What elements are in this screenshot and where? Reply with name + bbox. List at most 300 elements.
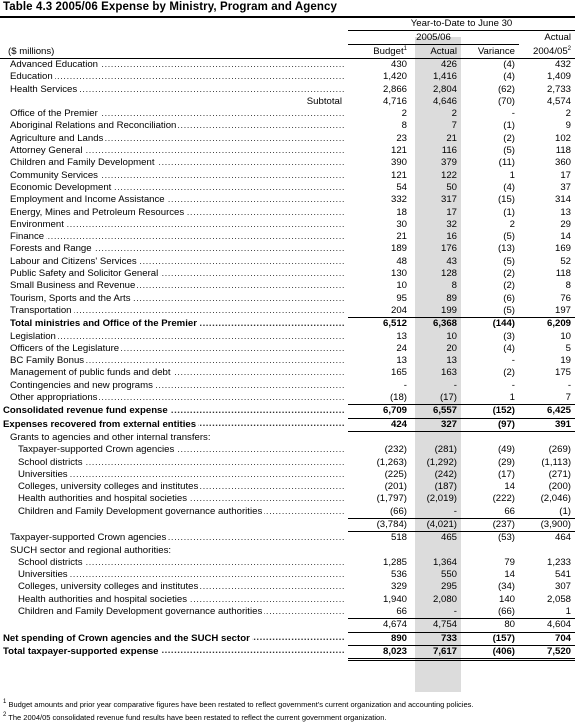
row-label: Taxpayer-supported Crown agencies ..... xyxy=(0,532,348,545)
budget-value: 30 xyxy=(396,218,407,230)
table-row xyxy=(0,331,575,343)
actual-value: (281) xyxy=(434,444,457,456)
variance-value xyxy=(461,545,519,557)
budget-value: 332 xyxy=(390,194,407,206)
prior-actual-value: 9 xyxy=(565,120,572,132)
table-header xyxy=(0,17,575,59)
table-row xyxy=(0,256,575,268)
row-label: Health Services ..... xyxy=(0,84,348,96)
prior-actual-value: 17 xyxy=(560,169,572,181)
row-label: Children and Family Development ..... xyxy=(0,157,348,169)
variance-value: (5) xyxy=(503,255,515,267)
row-label: Attorney General ..... xyxy=(0,145,348,157)
table-body xyxy=(0,59,575,660)
prior-actual-value: (1,113) xyxy=(541,456,572,468)
footnote-2: $^2$ The 2004/05 consolidated revenue fund results have been restated to reflect the current government organization. xyxy=(3,712,387,722)
prior-actual-value: 1 xyxy=(565,606,572,618)
row-label: Legislation ..... xyxy=(0,331,348,343)
variance-value: (5) xyxy=(503,145,515,157)
actual-value: 163 xyxy=(440,367,457,379)
budget-value: 13 xyxy=(396,330,407,342)
variance-value: (237) xyxy=(461,518,519,531)
budget-value: 536 xyxy=(390,569,407,581)
year-header: 2005/06 xyxy=(348,31,519,45)
row-label: Universities ..... xyxy=(0,569,348,581)
budget-value: 8,023 xyxy=(348,645,411,659)
variance-value: (70) xyxy=(497,95,515,107)
prior-actual-value: 7,520 xyxy=(519,645,575,659)
row-label: BC Family Bonus ..... xyxy=(0,355,348,367)
table-row xyxy=(0,157,575,169)
prior-actual-value: 175 xyxy=(555,367,572,379)
prior-actual-value: 391 xyxy=(519,418,575,431)
variance-value: 14 xyxy=(504,569,515,581)
actual-value: 176 xyxy=(440,243,457,255)
table-row xyxy=(0,581,575,593)
table-row xyxy=(0,268,575,280)
table-row xyxy=(0,557,575,569)
budget-value: 23 xyxy=(396,132,407,144)
prior-actual-value: 704 xyxy=(519,632,575,645)
variance-value: 14 xyxy=(504,481,515,493)
prior-actual-value: 307 xyxy=(555,581,572,593)
budget-value: 121 xyxy=(390,145,407,157)
row-label: Transportation ..... xyxy=(0,305,348,318)
table-row xyxy=(0,506,575,519)
table-row xyxy=(0,194,575,206)
prior-actual-value xyxy=(519,431,575,444)
table-row xyxy=(0,518,575,531)
row-label: School districts ..... xyxy=(0,457,348,469)
table-row xyxy=(0,367,575,379)
prior-actual-value: 13 xyxy=(560,206,572,218)
prior-actual-value: 10 xyxy=(560,330,572,342)
table-row xyxy=(0,569,575,581)
actual-value: 317 xyxy=(440,194,457,206)
actual-value: 122 xyxy=(440,169,457,181)
prior-actual-value: 197 xyxy=(555,304,572,316)
prior-actual-value: 7 xyxy=(565,392,572,404)
prior-actual-value: - xyxy=(567,379,572,391)
budget-value xyxy=(348,545,411,557)
budget-value: 48 xyxy=(396,255,407,267)
variance-value: 66 xyxy=(504,505,515,517)
actual-value: (4,021) xyxy=(411,518,461,531)
variance-value: (2) xyxy=(503,280,515,292)
table-row xyxy=(0,280,575,292)
actual-value: 6,368 xyxy=(411,318,461,331)
budget-value: 204 xyxy=(390,304,407,316)
variance-value: (2) xyxy=(503,132,515,144)
variance-value: (6) xyxy=(503,292,515,304)
prior-actual-value: 2,733 xyxy=(547,83,572,95)
actual-value: 327 xyxy=(411,418,461,431)
expense-table xyxy=(0,17,575,661)
row-label: Employment and Income Assistance ..... xyxy=(0,194,348,206)
variance-value: (406) xyxy=(461,645,519,659)
prior-actual-value: (269) xyxy=(548,444,572,456)
variance-value: - xyxy=(511,355,515,367)
row-label: Education ..... xyxy=(0,71,348,83)
actual-value: 43 xyxy=(446,255,457,267)
budget-value: 8 xyxy=(401,120,407,132)
prior-actual-value: 169 xyxy=(555,243,572,255)
table-row xyxy=(0,545,575,557)
prior-actual-value: 360 xyxy=(555,157,572,169)
budget-value xyxy=(348,431,411,444)
row-label: School districts ..... xyxy=(0,557,348,569)
table-title: Table 4.3 2005/06 Expense by Ministry, Program and Agency xyxy=(3,1,338,13)
actual-value: 550 xyxy=(440,569,457,581)
budget-value: (225) xyxy=(384,468,407,480)
table-row xyxy=(0,243,575,255)
budget-value: 6,512 xyxy=(348,318,411,331)
variance-value: (222) xyxy=(492,493,515,505)
budget-value: 24 xyxy=(396,342,407,354)
variance-value: (5) xyxy=(503,231,515,243)
actual-value: 13 xyxy=(446,355,457,367)
row-label: Consolidated revenue fund expense ..... xyxy=(0,405,348,418)
budget-value: (201) xyxy=(384,481,407,493)
prior-year-header: $2004/05^2$ xyxy=(532,45,572,57)
table-row xyxy=(0,405,575,418)
budget-value: 6,709 xyxy=(348,405,411,418)
row-label: Forests and Range ..... xyxy=(0,243,348,255)
variance-value: (15) xyxy=(497,194,515,206)
row-label: Finance ..... xyxy=(0,231,348,243)
row-label xyxy=(0,518,348,531)
row-label: Children and Family Development governance authorities ..... xyxy=(0,606,348,619)
row-label: Labour and Citizens' Services ..... xyxy=(0,256,348,268)
row-label: Energy, Mines and Petroleum Resources ..... xyxy=(0,207,348,219)
budget-value: 18 xyxy=(396,206,407,218)
table-row xyxy=(0,231,575,243)
budget-value: 1,285 xyxy=(382,556,407,568)
actual-value: 20 xyxy=(446,342,457,354)
variance-value: (97) xyxy=(461,418,519,431)
variance-value: (17) xyxy=(497,468,515,480)
table-row xyxy=(0,392,575,405)
actual-value: 8 xyxy=(451,280,457,292)
row-label: Children and Family Development governance authorities ..... xyxy=(0,506,348,519)
variance-value: 1 xyxy=(509,392,515,404)
table-row xyxy=(0,619,575,632)
table-row xyxy=(0,59,575,72)
prior-actual-value: 118 xyxy=(555,268,572,280)
actual-value: 7 xyxy=(451,120,457,132)
budget-value: 4,716 xyxy=(382,95,407,107)
actual-value: 1,364 xyxy=(432,556,457,568)
actual-value: 50 xyxy=(446,181,457,193)
actual-value: 1,416 xyxy=(432,71,457,83)
table-row xyxy=(0,343,575,355)
variance-value: (4) xyxy=(503,342,515,354)
variance-value: (2) xyxy=(503,268,515,280)
table-row xyxy=(0,170,575,182)
variance-value: (157) xyxy=(461,632,519,645)
table-row xyxy=(0,71,575,83)
table-row xyxy=(0,493,575,505)
budget-value: - xyxy=(403,379,407,391)
variance-value: (49) xyxy=(497,444,515,456)
row-label: Advanced Education ..... xyxy=(0,59,348,72)
budget-value: (232) xyxy=(384,444,407,456)
table-row xyxy=(0,108,575,120)
row-label: Public Safety and Solicitor General ..... xyxy=(0,268,348,280)
row-label: Colleges, university colleges and institutes ..... xyxy=(0,581,348,593)
actual-value: 21 xyxy=(446,132,457,144)
prior-actual-value xyxy=(519,545,575,557)
actual-value: 4,646 xyxy=(432,95,457,107)
prior-actual-value: 314 xyxy=(555,194,572,206)
budget-value: 2 xyxy=(401,108,407,120)
prior-actual-value: 2,058 xyxy=(547,593,572,605)
prior-actual-value: 6,425 xyxy=(519,405,575,418)
variance-value: (4) xyxy=(503,71,515,83)
actual-value: (17) xyxy=(439,392,457,404)
budget-value: 10 xyxy=(396,280,407,292)
prior-actual-value: 432 xyxy=(555,59,572,70)
prior-actual-value: (3,900) xyxy=(519,518,575,531)
row-label: Total ministries and Office of the Premier ..... xyxy=(0,318,348,331)
table-row xyxy=(0,418,575,431)
prior-actual-value: 8 xyxy=(565,280,572,292)
variance-value: (4) xyxy=(503,181,515,193)
budget-header: Budget$^1$ xyxy=(373,46,407,57)
row-label: Other appropriations ..... xyxy=(0,392,348,405)
table-row xyxy=(0,96,575,108)
variance-value: (2) xyxy=(503,367,515,379)
budget-value: (3,784) xyxy=(348,518,411,531)
row-label: Taxpayer-supported Crown agencies ..... xyxy=(0,444,348,456)
variance-header: Variance xyxy=(477,46,515,57)
variance-value: (53) xyxy=(461,532,519,545)
actual-value: 128 xyxy=(440,268,457,280)
actual-value: 2,080 xyxy=(432,593,457,605)
variance-value: (62) xyxy=(497,83,515,95)
actual-prior-header: Actual xyxy=(544,32,572,44)
budget-value: 165 xyxy=(390,367,407,379)
row-label: Community Services ..... xyxy=(0,170,348,182)
variance-value: (4) xyxy=(503,59,515,70)
actual-value: - xyxy=(453,606,457,618)
units-label: ($ millions) xyxy=(8,45,55,57)
actual-value: 199 xyxy=(440,304,457,316)
actual-value: 2,804 xyxy=(432,83,457,95)
prior-actual-value: 102 xyxy=(555,132,572,144)
budget-value: 1,420 xyxy=(382,71,407,83)
row-label: Management of public funds and debt ..... xyxy=(0,367,348,379)
table-row xyxy=(0,84,575,96)
variance-value: (34) xyxy=(497,581,515,593)
row-label: Small Business and Revenue ..... xyxy=(0,280,348,292)
budget-value: 54 xyxy=(396,181,407,193)
budget-value: 189 xyxy=(390,243,407,255)
variance-value: - xyxy=(511,108,515,120)
prior-actual-value: 118 xyxy=(555,145,572,157)
table-row xyxy=(0,318,575,331)
table-row xyxy=(0,293,575,305)
budget-value: 4,674 xyxy=(348,619,411,632)
actual-value: - xyxy=(453,379,457,391)
variance-value: 80 xyxy=(461,619,519,632)
variance-value: 79 xyxy=(504,556,515,568)
budget-value: 1,940 xyxy=(382,593,407,605)
prior-actual-value: 14 xyxy=(560,231,572,243)
budget-value: (18) xyxy=(389,392,407,404)
table-row xyxy=(0,645,575,659)
prior-actual-value: (271) xyxy=(548,468,572,480)
prior-actual-value: 19 xyxy=(560,355,572,367)
actual-value: (187) xyxy=(434,481,457,493)
prior-actual-value: 29 xyxy=(560,218,572,230)
actual-value: 295 xyxy=(440,581,457,593)
budget-value: (1,797) xyxy=(376,493,407,505)
budget-value: 21 xyxy=(396,231,407,243)
row-label: Net spending of Crown agencies and the SUCH sector ..... xyxy=(0,632,348,645)
actual-value: 116 xyxy=(441,145,457,157)
actual-value: 7,617 xyxy=(411,645,461,659)
actual-value: 379 xyxy=(440,157,457,169)
prior-actual-value: 2 xyxy=(565,108,572,120)
budget-value: 390 xyxy=(390,157,407,169)
row-label: Grants to agencies and other internal transfers: xyxy=(0,431,348,444)
budget-value: 130 xyxy=(390,268,407,280)
table-row xyxy=(0,632,575,645)
table-row xyxy=(0,532,575,545)
row-label: SUCH sector and regional authorities: xyxy=(0,545,348,557)
budget-value: 329 xyxy=(390,581,407,593)
actual-value: - xyxy=(453,505,457,517)
variance-value: (144) xyxy=(461,318,519,331)
actual-value: 465 xyxy=(411,532,461,545)
row-label: Health authorities and hospital societies ..... xyxy=(0,493,348,505)
variance-value: - xyxy=(511,379,515,391)
actual-value: 4,754 xyxy=(411,619,461,632)
table-row xyxy=(0,207,575,219)
variance-value: 2 xyxy=(509,218,515,230)
actual-value: 89 xyxy=(446,292,457,304)
prior-actual-value: 4,574 xyxy=(547,95,572,107)
variance-value: (5) xyxy=(503,304,515,316)
table-row xyxy=(0,182,575,194)
prior-actual-value: 5 xyxy=(565,342,572,354)
row-label: Subtotal xyxy=(306,95,342,107)
budget-value: 13 xyxy=(396,355,407,367)
prior-actual-value: 37 xyxy=(560,181,572,193)
actual-value xyxy=(411,545,461,557)
budget-value: 66 xyxy=(396,606,407,618)
actual-value: 16 xyxy=(446,231,457,243)
budget-value: (66) xyxy=(389,505,407,517)
row-label: Agriculture and Lands ..... xyxy=(0,133,348,145)
table-row xyxy=(0,606,575,619)
variance-value: 140 xyxy=(498,593,515,605)
variance-value: (11) xyxy=(498,157,515,169)
actual-value: 6,557 xyxy=(411,405,461,418)
actual-header: Actual xyxy=(430,46,457,57)
table-row xyxy=(0,431,575,444)
variance-value: (152) xyxy=(461,405,519,418)
table-row xyxy=(0,120,575,132)
table-row xyxy=(0,481,575,493)
actual-value: (242) xyxy=(434,468,457,480)
prior-actual-value: 76 xyxy=(560,292,572,304)
actual-value: 10 xyxy=(446,330,457,342)
row-label: Colleges, university colleges and institutes ..... xyxy=(0,481,348,493)
row-label: Environment ..... xyxy=(0,219,348,231)
table-row xyxy=(0,469,575,481)
actual-value: 32 xyxy=(446,218,457,230)
row-label: Aboriginal Relations and Reconciliation ..... xyxy=(0,120,348,132)
row-label: Tourism, Sports and the Arts ..... xyxy=(0,293,348,305)
footnotes xyxy=(3,698,473,724)
table-row xyxy=(0,305,575,318)
table-row xyxy=(0,457,575,469)
budget-value: 424 xyxy=(348,418,411,431)
variance-value: 1 xyxy=(509,169,515,181)
table-row xyxy=(0,219,575,231)
prior-actual-value: 541 xyxy=(555,569,572,581)
budget-value: 518 xyxy=(348,532,411,545)
table-row xyxy=(0,444,575,456)
period-header: Year-to-Date to June 30 xyxy=(348,17,575,31)
row-label: Economic Development ..... xyxy=(0,182,348,194)
prior-actual-value: 464 xyxy=(519,532,575,545)
prior-actual-value: 1,233 xyxy=(547,556,572,568)
row-label: Office of the Premier ..... xyxy=(0,108,348,120)
row-label: Officers of the Legislature ..... xyxy=(0,343,348,355)
actual-value: 426 xyxy=(440,59,457,70)
prior-actual-value: 6,209 xyxy=(519,318,575,331)
table-row xyxy=(0,145,575,157)
actual-value: (2,019) xyxy=(426,493,457,505)
prior-actual-value: (2,046) xyxy=(540,493,572,505)
row-label: Contingencies and new programs ..... xyxy=(0,380,348,392)
row-label xyxy=(0,619,348,632)
budget-value: 95 xyxy=(396,292,407,304)
actual-value: 2 xyxy=(451,108,457,120)
variance-value xyxy=(461,431,519,444)
budget-value: (1,263) xyxy=(376,456,407,468)
prior-actual-value: 4,604 xyxy=(519,619,575,632)
prior-actual-value: 1,409 xyxy=(547,71,572,83)
prior-actual-value: (1) xyxy=(559,505,572,517)
table-row xyxy=(0,355,575,367)
actual-value: (1,292) xyxy=(426,456,457,468)
variance-value: (1) xyxy=(503,206,515,218)
prior-actual-value: 52 xyxy=(560,255,572,267)
footnote-1: $^1$ Budget amounts and prior year comparative figures have been restated to reflect government's current organization and accounting policies. xyxy=(3,699,474,709)
row-label: Health authorities and hospital societies ..... xyxy=(0,594,348,606)
row-label: Total taxpayer-supported expense ..... xyxy=(0,645,348,659)
variance-value: (13) xyxy=(497,243,515,255)
row-label: Expenses recovered from external entities ..... xyxy=(0,418,348,431)
actual-value xyxy=(411,431,461,444)
prior-actual-value: (200) xyxy=(548,481,572,493)
budget-value: 430 xyxy=(390,59,407,70)
variance-value: (1) xyxy=(503,120,515,132)
actual-value: 733 xyxy=(411,632,461,645)
actual-value: 17 xyxy=(446,206,457,218)
budget-value: 121 xyxy=(390,169,407,181)
budget-value: 890 xyxy=(348,632,411,645)
table-row xyxy=(0,133,575,145)
row-label: Universities ..... xyxy=(0,469,348,481)
budget-value: 2,866 xyxy=(382,83,407,95)
variance-value: (3) xyxy=(503,330,515,342)
variance-value: (29) xyxy=(497,456,515,468)
